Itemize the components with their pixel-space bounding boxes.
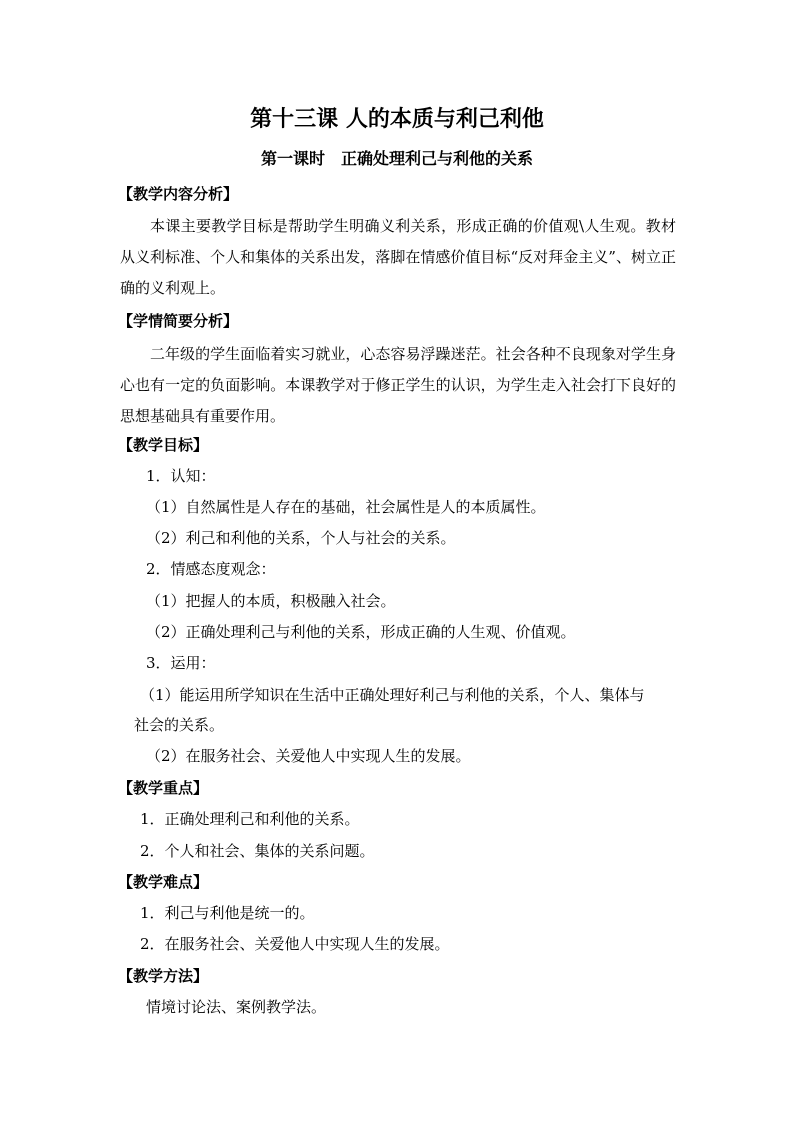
content-analysis-text: 本课主要教学目标是帮助学生明确义利关系，形成正确的价值观\人生观。教材从义利标准、个人和集体的关系出发，落脚在情感价值目标“反对拜金主义”、树立正确的义利观上。 [120, 217, 676, 297]
objectives-heading: 【教学目标】 [118, 436, 209, 454]
difficulty-item: 1．利己与利他是统一的。 [140, 904, 315, 922]
student-analysis-heading: 【学情简要分析】 [118, 312, 239, 330]
objective-item: （1）能运用所学知识在生活中正确处理好利己与利他的关系，个人、集体与 [140, 686, 645, 704]
objective-item: 2．情感态度观念： [146, 560, 276, 578]
methods-heading: 【教学方法】 [118, 967, 209, 985]
student-analysis-text: 二年级的学生面临着实习就业，心态容易浮躁迷茫。社会各种不良现象对学生身心也有一定的负面影响。本课教学对于修正学生的认识，为学生走入社会打下良好的思想基础具有重要作用。 [120, 345, 676, 425]
objective-item: 社会的关系。 [134, 716, 225, 734]
objective-item: （1）把握人的本质，积极融入社会。 [146, 592, 396, 610]
objective-item: （2）利己和利他的关系，个人与社会的关系。 [146, 529, 456, 547]
difficulty-item: 2．在服务社会、关爱他人中实现人生的发展。 [140, 935, 450, 953]
key-point-item: 2．个人和社会、集体的关系问题。 [140, 842, 375, 860]
objective-item: 3．运用： [146, 654, 216, 672]
objective-item: （2）在服务社会、关爱他人中实现人生的发展。 [146, 747, 471, 765]
methods-text: 情境讨论法、案例教学法。 [146, 998, 327, 1016]
objective-item: （1）自然属性是人存在的基础，社会属性是人的本质属性。 [146, 498, 546, 516]
key-points-heading: 【教学重点】 [118, 779, 209, 797]
objective-item: （2）正确处理利己与利他的关系，形成正确的人生观、价值观。 [146, 623, 576, 641]
page-title: 第十三课 人的本质与利己利他 [250, 107, 544, 132]
difficulties-heading: 【教学难点】 [118, 873, 209, 891]
page-subtitle: 第一课时 正确处理利己与利他的关系 [260, 149, 533, 168]
objective-item: 1．认知： [146, 467, 216, 485]
key-point-item: 1．正确处理利己和利他的关系。 [140, 810, 360, 828]
content-analysis-heading: 【教学内容分析】 [118, 185, 239, 203]
